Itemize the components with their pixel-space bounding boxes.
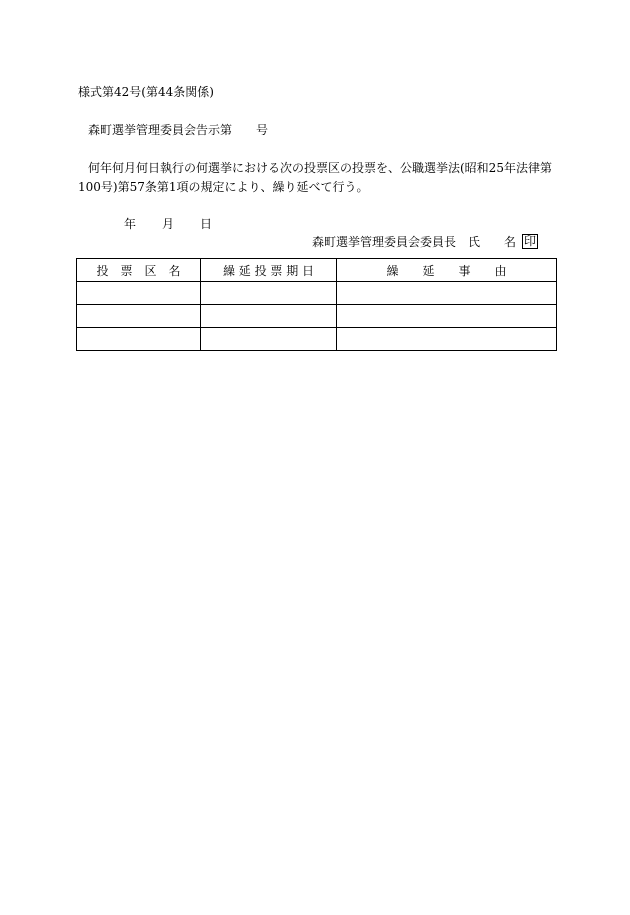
table-row xyxy=(77,328,557,351)
table-cell xyxy=(77,305,201,328)
table-cell xyxy=(77,282,201,305)
table-row xyxy=(77,305,557,328)
table-cell xyxy=(201,305,337,328)
signature-block xyxy=(312,234,538,249)
table-cell xyxy=(337,305,557,328)
date-line xyxy=(124,217,212,231)
seal-mark: 印 xyxy=(523,234,536,248)
postponed-voting-table xyxy=(76,258,557,351)
table-cell xyxy=(337,328,557,351)
table-cell xyxy=(201,328,337,351)
form-number: 様式第42号(第44条関係) xyxy=(78,85,214,99)
header-postponement-reason: 繰 延 事 由 xyxy=(337,259,557,282)
year-label: 年 xyxy=(124,217,137,231)
body-text-line-2: 100号)第57条第1項の規定により、繰り延べて行う。 xyxy=(78,180,369,194)
day-label: 日 xyxy=(200,217,213,231)
table-cell xyxy=(337,282,557,305)
header-voting-district: 投 票 区 名 xyxy=(77,259,201,282)
table-row xyxy=(77,282,557,305)
table-header-row xyxy=(77,259,557,282)
signature-title: 森町選挙管理委員会委員長 氏 名 xyxy=(311,234,516,249)
table-cell xyxy=(201,282,337,305)
notice-title: 森町選挙管理委員会告示第 号 xyxy=(88,123,269,137)
header-postponed-date: 繰 延 投 票 期 日 xyxy=(201,259,337,282)
month-label: 月 xyxy=(162,217,175,231)
body-text-line-1: 何年何月何日執行の何選挙における次の投票区の投票を、公職選挙法(昭和25年法律第 xyxy=(88,161,552,175)
table-cell xyxy=(77,328,201,351)
